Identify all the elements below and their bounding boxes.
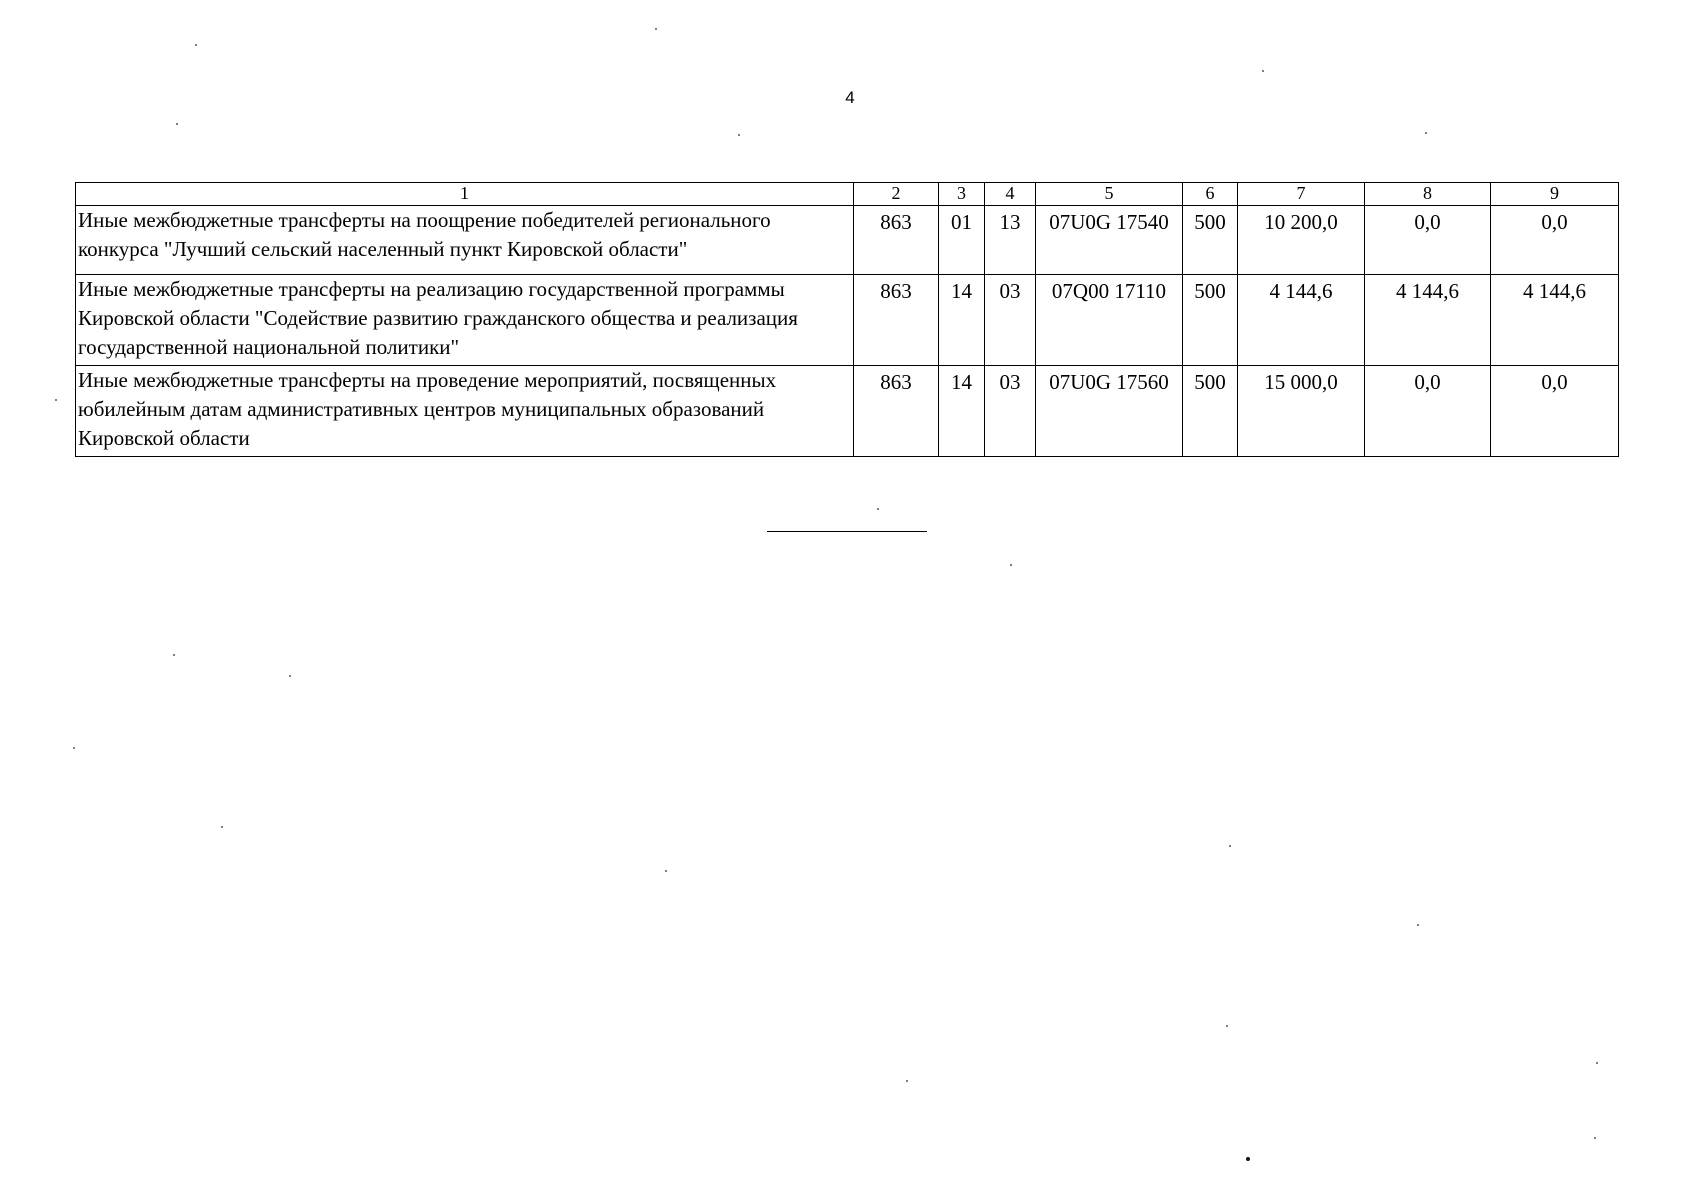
table-row — [76, 206, 1619, 275]
scan-speck — [1262, 70, 1264, 72]
scan-speck — [738, 134, 740, 136]
scan-speck — [195, 44, 197, 46]
scan-speck — [1596, 1062, 1598, 1064]
scan-speck — [1425, 132, 1427, 134]
target-item-code: 07U0G 17540 — [1036, 206, 1183, 275]
amount-col-7: 4 144,6 — [1238, 275, 1365, 366]
ministry-code: 863 — [854, 206, 939, 275]
amount-col-9: 0,0 — [1491, 366, 1619, 457]
column-header: 5 — [1036, 183, 1183, 206]
budget-table — [75, 182, 1619, 457]
amount-col-9: 0,0 — [1491, 206, 1619, 275]
subsection-code: 13 — [985, 206, 1036, 275]
column-header: 7 — [1238, 183, 1365, 206]
section-code: 14 — [939, 366, 985, 457]
amount-col-8: 4 144,6 — [1365, 275, 1491, 366]
scan-speck — [1417, 924, 1419, 926]
amount-col-8: 0,0 — [1365, 206, 1491, 275]
scan-speck — [173, 654, 175, 656]
table-header-row — [76, 183, 1619, 206]
page-number: 4 — [845, 88, 855, 107]
scan-speck — [655, 28, 657, 30]
column-header: 9 — [1491, 183, 1619, 206]
amount-col-7: 15 000,0 — [1238, 366, 1365, 457]
target-item-code: 07U0G 17560 — [1036, 366, 1183, 457]
scan-speck — [1226, 1025, 1228, 1027]
column-header: 4 — [985, 183, 1036, 206]
target-item-code: 07Q00 17110 — [1036, 275, 1183, 366]
column-header: 1 — [76, 183, 854, 206]
scan-speck — [289, 675, 291, 677]
table-row — [76, 275, 1619, 366]
scan-speck — [1010, 564, 1012, 566]
expense-name: Иные межбюджетные трансферты на проведение мероприятий, посвященных юбилейным датам административных центров муниципальных образований Кировской области — [76, 366, 854, 457]
column-header: 2 — [854, 183, 939, 206]
amount-col-8: 0,0 — [1365, 366, 1491, 457]
scan-speck — [1229, 845, 1231, 847]
scan-speck — [221, 826, 223, 828]
scan-speck — [1246, 1157, 1250, 1161]
scan-speck — [176, 123, 178, 125]
expense-type-code: 500 — [1183, 366, 1238, 457]
section-code: 14 — [939, 275, 985, 366]
column-header: 3 — [939, 183, 985, 206]
section-code: 01 — [939, 206, 985, 275]
expense-type-code: 500 — [1183, 275, 1238, 366]
column-header: 8 — [1365, 183, 1491, 206]
subsection-code: 03 — [985, 366, 1036, 457]
end-of-document-rule — [767, 531, 927, 532]
expense-name: Иные межбюджетные трансферты на реализацию государственной программы Кировской области "Содействие развитию гражданского общества и реализация государственной национальной политики" — [76, 275, 854, 366]
amount-col-9: 4 144,6 — [1491, 275, 1619, 366]
ministry-code: 863 — [854, 275, 939, 366]
scan-speck — [73, 747, 75, 749]
scan-speck — [877, 508, 879, 510]
table-row — [76, 366, 1619, 457]
amount-col-7: 10 200,0 — [1238, 206, 1365, 275]
column-header: 6 — [1183, 183, 1238, 206]
expense-type-code: 500 — [1183, 206, 1238, 275]
scan-speck — [906, 1080, 908, 1082]
scan-speck — [665, 870, 667, 872]
scan-speck — [1594, 1137, 1596, 1139]
expense-name: Иные межбюджетные трансферты на поощрение победителей регионального конкурса "Лучший сельский населенный пункт Кировской области" — [76, 206, 854, 275]
subsection-code: 03 — [985, 275, 1036, 366]
ministry-code: 863 — [854, 366, 939, 457]
scan-speck — [55, 399, 57, 401]
